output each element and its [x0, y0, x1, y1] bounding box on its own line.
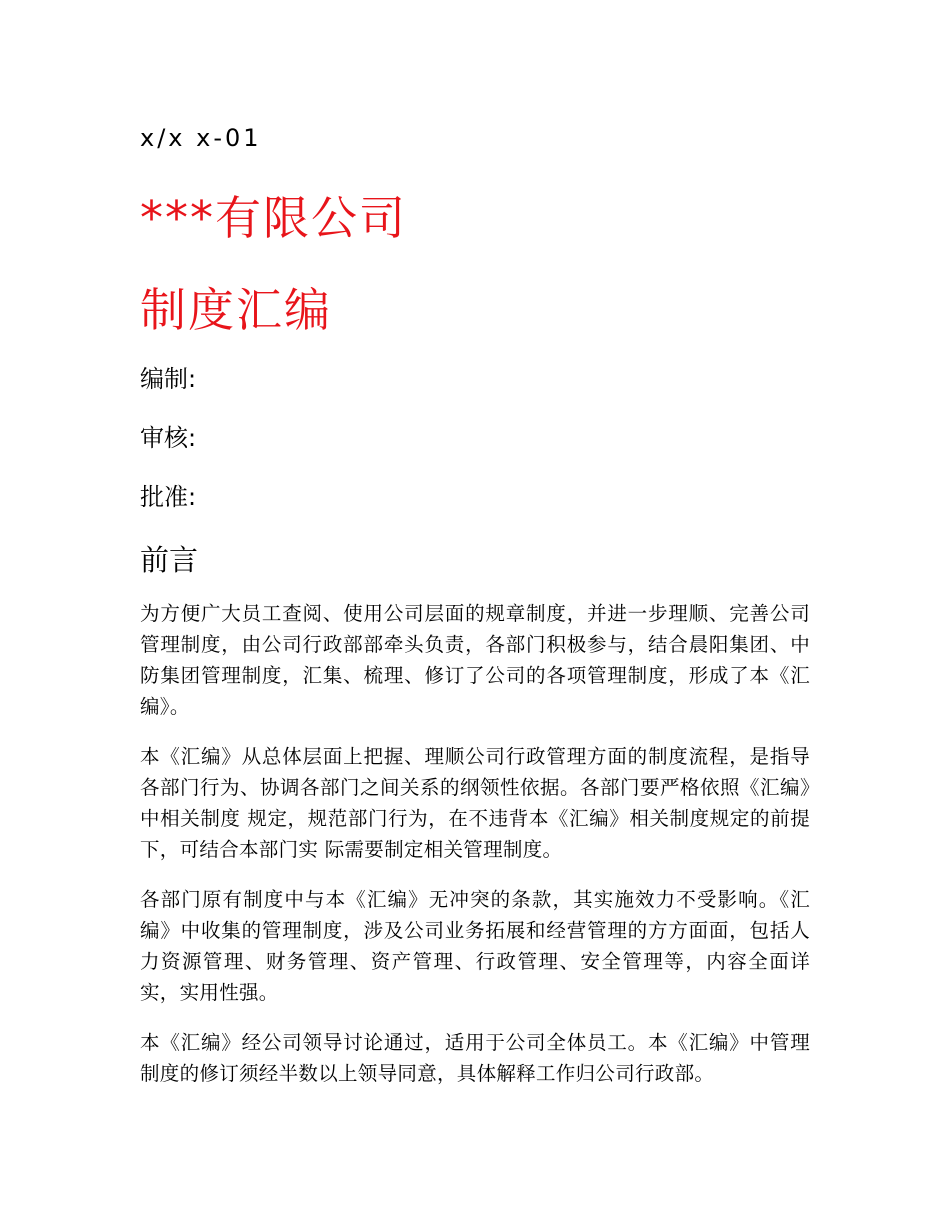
signoff-prepared-by: 编制:: [140, 365, 197, 393]
preface-body: [140, 598, 810, 1108]
preface-paragraph: 本《汇编》经公司领导讨论通过，适用于公司全体员工。本《汇编》中管理制度的修订须经半数以上领导同意，具体解释工作归公司行政部。: [140, 1031, 810, 1085]
preface-heading: 前言: [140, 543, 199, 577]
document-code: x/x x-01: [140, 124, 262, 152]
preface-paragraph: 各部门原有制度中与本《汇编》无冲突的条款，其实施效力不受影响。《汇编》中收集的管理制度，涉及公司业务拓展和经营管理的方方面面，包括人力资源管理、财务管理、资产管理、行政管理、安全管理等，内容全面详实，实用性强。: [140, 888, 810, 1004]
preface-paragraph: 本《汇编》从总体层面上把握、理顺公司行政管理方面的制度流程，是指导各部门行为、协调各部门之间关系的纲领性依据。各部门要严格依照《汇编》中相关制度 规定，规范部门行为，在不违背本《汇编》相关制度规定的前提下，可结合本部门实 际需要制定相关管理制度。: [140, 745, 810, 861]
signoff-reviewed-by: 审核:: [140, 424, 197, 452]
document-title: 制度汇编: [140, 283, 332, 337]
company-name: ***有限公司: [140, 191, 407, 245]
preface-paragraph: 为方便广大员工查阅、使用公司层面的规章制度，并进一步理顺、完善公司管理制度，由公司行政部部牵头负责，各部门积极参与，结合晨阳集团、中防集团管理制度，汇集、梳理、修订了公司的各项管理制度，形成了本《汇编》。: [140, 602, 810, 718]
signoff-approved-by: 批准:: [140, 483, 197, 511]
